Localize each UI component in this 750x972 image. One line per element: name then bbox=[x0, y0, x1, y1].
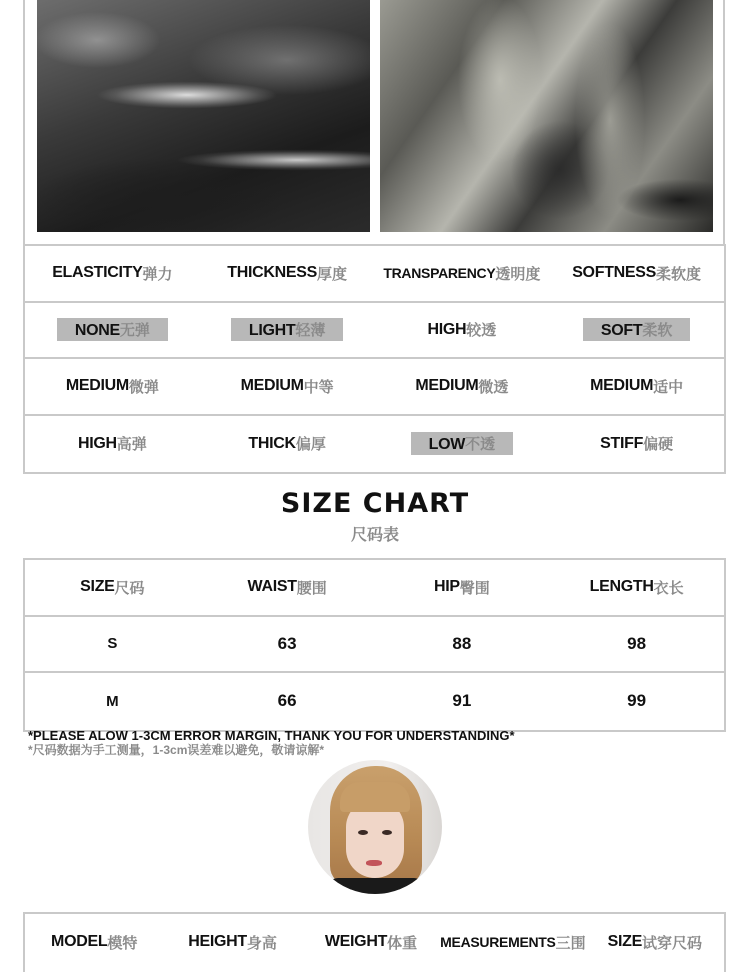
hip-value: 88 bbox=[452, 633, 472, 653]
selected-highlight: LOW不透 bbox=[411, 432, 513, 455]
property-option bbox=[549, 303, 724, 358]
hip-header-cell: HIP 臀围 bbox=[433, 578, 490, 597]
length-value: 98 bbox=[627, 633, 647, 653]
model-eye bbox=[358, 830, 368, 835]
header-cell-elasticity: ELASTICITY 弹力 bbox=[52, 264, 173, 283]
measurements-header-cell: MEASUREMENTS 三围 bbox=[440, 934, 586, 952]
size-chart-table bbox=[23, 558, 726, 732]
property-option bbox=[375, 416, 550, 473]
size-value: S bbox=[107, 635, 118, 653]
selected-highlight: LIGHT轻薄 bbox=[231, 318, 344, 341]
waist-value: 63 bbox=[277, 633, 297, 653]
model-bangs bbox=[340, 782, 410, 812]
properties-row-3 bbox=[25, 416, 724, 473]
length-value: 99 bbox=[627, 691, 647, 711]
model-eye bbox=[382, 830, 392, 835]
header-cell-transparency: TRANSPARENCY 透明度 bbox=[383, 265, 541, 283]
size-header-cell: SIZE 尺码 bbox=[80, 578, 145, 597]
property-option: MEDIUM 适中 bbox=[590, 377, 684, 396]
waist-header-cell: WAIST 腰围 bbox=[247, 578, 327, 597]
property-option: MEDIUM 微透 bbox=[415, 377, 509, 396]
selected-highlight: NONE无弹 bbox=[57, 318, 168, 341]
property-option: MEDIUM 微弹 bbox=[65, 377, 159, 396]
property-option bbox=[200, 303, 375, 358]
properties-row-1 bbox=[25, 303, 724, 360]
property-option: MEDIUM 中等 bbox=[240, 377, 334, 396]
size-header-row bbox=[25, 560, 724, 617]
model-header-cell: MODEL 模特 bbox=[51, 933, 138, 952]
satin-fabric-image bbox=[380, 0, 713, 232]
model-header-row bbox=[25, 914, 724, 970]
table-row bbox=[25, 617, 724, 674]
header-cell-softness: SOFTNESS 柔软度 bbox=[572, 264, 702, 283]
property-option: STIFF 偏硬 bbox=[600, 434, 674, 454]
properties-row-2 bbox=[25, 359, 724, 416]
size-chart-subtitle: 尺码表 bbox=[350, 527, 399, 544]
hip-value: 91 bbox=[452, 691, 472, 711]
measurement-note-en: *PLEASE ALOW 1-3CM ERROR MARGIN, THANK YOU FOR UNDERSTANDING* bbox=[28, 728, 515, 743]
fabric-properties-table bbox=[23, 244, 726, 474]
velvet-fabric-image bbox=[37, 0, 370, 232]
height-header-cell: HEIGHT 身高 bbox=[188, 933, 277, 952]
waist-value: 66 bbox=[277, 691, 297, 711]
fit-size-header-cell: SIZE 试穿尺码 bbox=[607, 933, 702, 952]
property-option: HIGH 高弹 bbox=[77, 434, 147, 454]
model-shirt bbox=[328, 878, 424, 894]
model-info-table bbox=[23, 912, 726, 972]
properties-header-row bbox=[25, 246, 724, 303]
weight-header-cell: WEIGHT 体重 bbox=[324, 933, 418, 952]
measurement-note-cn: *尺码数据为手工测量，1-3cm误差难以避免，敬请谅解* bbox=[28, 743, 325, 757]
property-option bbox=[25, 303, 200, 358]
selected-highlight: SOFT柔软 bbox=[583, 318, 690, 341]
length-header-cell: LENGTH 衣长 bbox=[589, 578, 684, 597]
model-avatar bbox=[308, 760, 442, 894]
property-option: HIGH 较透 bbox=[427, 320, 497, 340]
header-cell-thickness: THICKNESS 厚度 bbox=[227, 264, 348, 283]
property-option: THICK 偏厚 bbox=[248, 434, 326, 454]
size-value: M bbox=[106, 692, 119, 710]
size-chart-title: SIZE CHART bbox=[280, 488, 470, 519]
model-lips bbox=[366, 860, 382, 866]
table-row bbox=[25, 673, 724, 730]
